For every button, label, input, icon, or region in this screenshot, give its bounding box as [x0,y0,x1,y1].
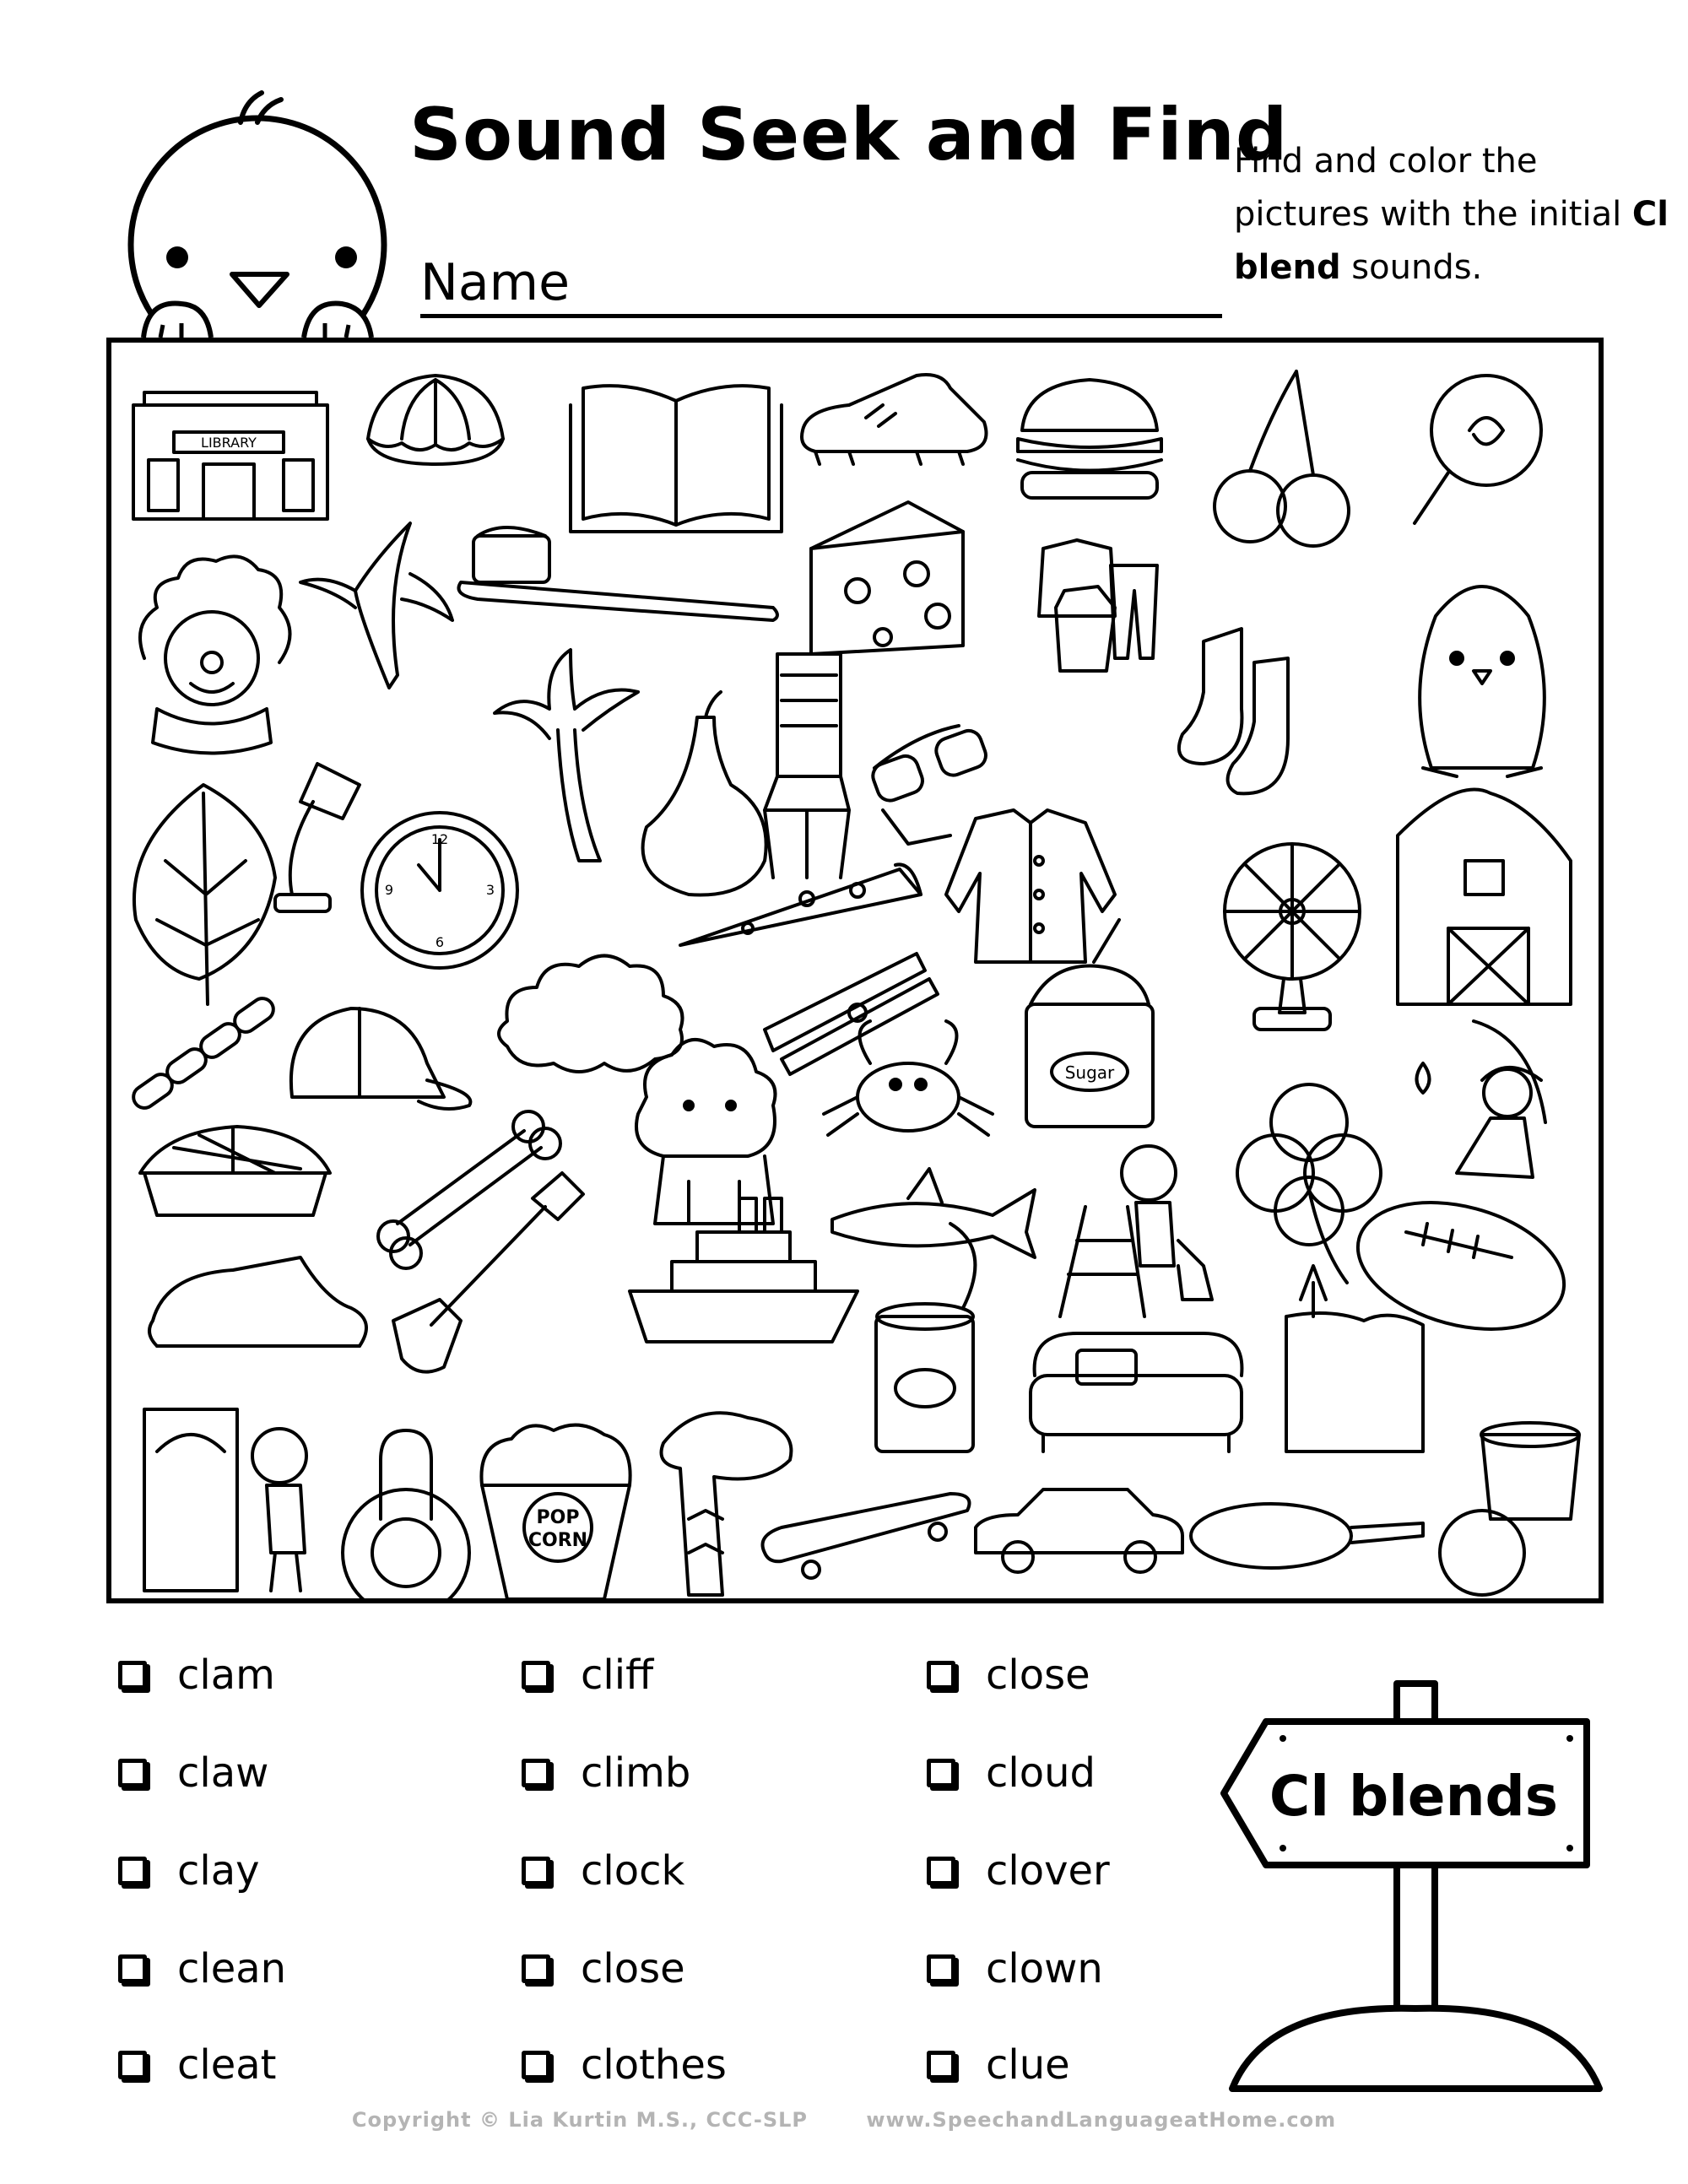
word-item[interactable] [118,1646,275,1705]
checkbox-icon[interactable] [522,1661,550,1689]
signpost-illustration [1215,1675,1604,2097]
crab-picture [824,1021,993,1135]
banana-picture [300,523,452,688]
word-item[interactable] [927,1939,1103,1998]
checkbox-icon[interactable] [522,2051,550,2079]
lock-picture [343,1430,469,1603]
burger-picture [1018,380,1161,498]
shoe-picture [149,1257,366,1346]
cliff-picture [1286,1266,1423,1451]
checkbox-icon[interactable] [118,2051,147,2079]
checkbox-icon[interactable] [927,1759,955,1787]
sugar-picture [1026,920,1153,1127]
clock-numeral-9: 9 [384,882,394,898]
word-item[interactable] [522,1646,653,1705]
shark-picture [832,1169,1035,1257]
checkbox-icon[interactable] [522,1857,550,1885]
clock-numeral-12: 12 [430,831,449,847]
checkbox-icon[interactable] [927,1661,955,1689]
word-item[interactable] [927,1646,1090,1705]
word-item[interactable] [927,1841,1110,1900]
clock-numeral-6: 6 [435,934,445,950]
word-label: clown [986,1945,1103,1992]
sign-label: Cl blends [1269,1764,1559,1829]
clown-picture [140,556,290,753]
name-label: Name [420,253,571,312]
word-label: clothes [581,2041,727,2089]
coat-picture [946,810,1115,962]
bone-picture [378,1111,560,1268]
word-label: clean [177,1945,287,1992]
pan-picture [1191,1504,1423,1568]
word-label: close [581,1945,685,1992]
cap-picture [291,1008,471,1109]
skateboard-picture [763,1494,970,1578]
lamp-picture [275,764,360,911]
cheese-picture [811,502,963,654]
can-picture [876,1224,975,1451]
cleat-picture [802,375,987,464]
word-label: climb [581,1749,691,1797]
checkbox-icon[interactable] [927,1954,955,1983]
magnifier-picture [1415,376,1541,523]
checkbox-icon[interactable] [522,1759,550,1787]
word-label: clover [986,1847,1110,1895]
word-item[interactable] [522,2035,727,2095]
word-item[interactable] [927,2035,1070,2095]
barn-picture [1398,790,1571,1004]
word-label: clam [177,1652,275,1699]
chair-picture [765,654,849,878]
climbing-child-picture [1060,1146,1212,1316]
pizza-picture [680,864,921,945]
word-item[interactable] [522,1939,685,1998]
page-title: Sound Seek and Find [409,93,1289,177]
copyright-text: Copyright © Lia Kurtin M.S., CCC-SLP [351,2108,809,2132]
word-label: clock [581,1847,685,1895]
palm-tree-picture [495,650,638,861]
word-label: cloud [986,1749,1096,1797]
word-item[interactable] [927,1743,1096,1803]
word-item[interactable] [118,1939,286,1998]
clay-picture [1440,1423,1579,1595]
instructions-bold: Cl blend [1234,195,1669,287]
word-label: clay [177,1847,260,1895]
word-item[interactable] [522,1743,690,1803]
word-label: claw [177,1749,269,1797]
pie-picture [140,1127,330,1215]
library-picture [133,392,327,519]
football-picture [1344,1181,1578,1350]
shovel-picture [393,1173,583,1372]
footer [0,2108,1688,2132]
penguin-picture [1420,587,1545,776]
name-line [420,314,1222,318]
word-item[interactable] [118,1743,268,1803]
chick-illustration [114,84,418,363]
checkbox-icon[interactable] [118,1954,147,1983]
ship-picture [630,1198,858,1342]
library-sign-text: LIBRARY [201,435,257,451]
socks-picture [1179,629,1288,793]
instructions [1234,135,1673,295]
couch-picture [1031,1333,1242,1451]
clock-numeral-3: 3 [485,882,495,898]
popcorn-text-corn: CORN [528,1530,588,1551]
clam-picture [368,376,503,464]
cherries-picture [1215,371,1349,546]
checkbox-icon[interactable] [927,1857,955,1885]
word-item[interactable] [118,1841,260,1900]
car-picture [976,1489,1182,1572]
leaf-picture [134,785,275,1004]
scarf-picture [662,1413,792,1595]
pear-picture [643,692,766,895]
clothespin-picture [765,954,938,1074]
word-item[interactable] [522,1841,684,1900]
clothes-picture [1039,540,1157,671]
cloud-picture [499,956,683,1073]
lamb-picture [636,1040,776,1224]
clock-picture [362,813,517,968]
instructions-end: sounds. [1340,248,1483,287]
checkbox-icon[interactable] [118,1857,147,1885]
popcorn-text-pop: POP [536,1507,580,1528]
word-label: clue [986,2041,1070,2089]
website-link[interactable]: www.SpeechandLanguageatHome.com [866,2108,1337,2132]
checkbox-icon[interactable] [118,1661,147,1689]
checkbox-icon[interactable] [927,2051,955,2079]
checkbox-icon[interactable] [522,1954,550,1983]
fan-picture [1225,844,1360,1030]
door-child-picture [144,1409,306,1591]
chain-picture [129,994,278,1112]
popcorn-picture [481,1425,630,1599]
word-label: cleat [177,2041,277,2089]
instructions-text: Find and color the pictures with the initial [1234,142,1632,234]
checkbox-icon[interactable] [118,1759,147,1787]
word-item[interactable] [118,2035,277,2095]
sugar-label: Sugar [1064,1062,1115,1083]
picture-grid [106,338,1604,1603]
fishing-child-picture [1417,1021,1546,1177]
word-label: close [986,1652,1090,1699]
book-picture [571,386,782,532]
word-label: cliff [581,1652,654,1699]
toothbrush-picture [459,527,778,620]
